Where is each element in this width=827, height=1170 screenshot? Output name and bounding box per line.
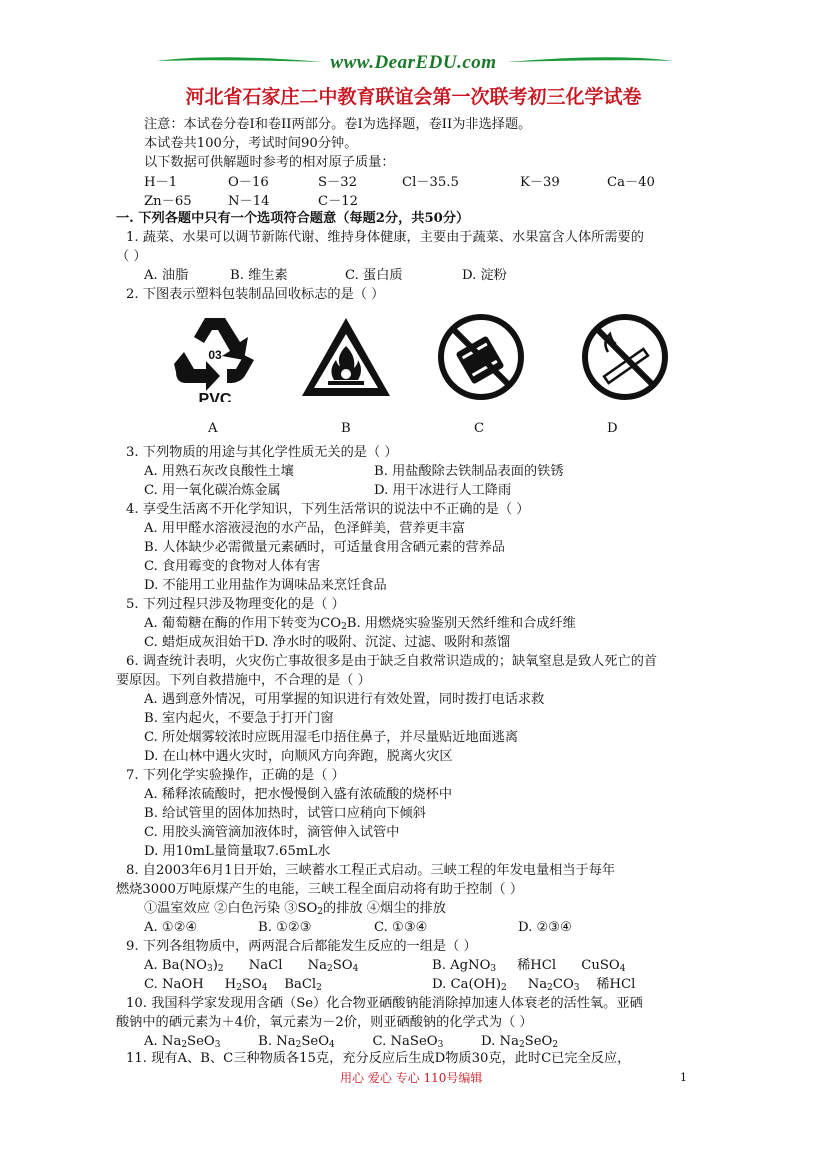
q8-option-b: B. ①②③ [258,920,312,935]
q6-option-a: A. 遇到意外情况，可用掌握的知识进行有效处置，同时拨打电话求救 [144,692,545,707]
q9-option-d: D. $Ca(OH)_2$ $Na_2CO_3$ 稀HCl [432,977,636,993]
q2-label-a: A [208,421,218,436]
intro-note-2: 本试卷共100分，考试时间90分钟。 [144,136,358,151]
q8-items: ①温室效应 ②白色污染 $③SO_2$的排放 ④烟尘的排放 [144,901,446,917]
svg-text:PVC: PVC [198,391,232,402]
mass-s: S－32 [318,175,358,190]
no-smoking-icon [580,312,670,402]
q10-stem-line2: 酸钠中的硒元素为＋4价，氧元素为－2价，则亚硒酸钠的化学式为（ ） [116,1015,533,1030]
q1-option-d: D. 淀粉 [462,268,507,283]
section-1-heading: 一. 下列各题中只有一个选项符合题意（每题2分，共50分） [116,211,470,226]
mass-cl: Cl－35.5 [402,175,459,190]
q4-option-b: B. 人体缺少必需微量元素硒时，可适量食用含硒元素的营养品 [144,540,505,555]
q8-option-c: C. ①③④ [374,920,428,935]
mass-c: C－12 [318,194,359,209]
recycle-03-pvc-icon [170,312,260,402]
q8-option-d: D. ②③④ [518,920,572,935]
mass-o: O－16 [228,175,269,190]
mass-h: H－1 [144,175,178,190]
q3-stem: 3. 下列物质的用途与其化学性质无关的是（ ） [126,445,398,460]
q7-option-b: B. 给试管里的固体加热时，试管口应稍向下倾斜 [144,806,426,821]
q7-option-c: C. 用胶头滴管滴加液体时，滴管伸入试管中 [144,825,400,840]
q2-label-d: D [607,421,618,436]
q2-label-b: B [341,421,351,436]
mass-k: K－39 [520,175,560,190]
q2-label-c: C [474,421,485,436]
q3-option-d: D. 用干冰进行人工降雨 [374,483,512,498]
q7-option-d: D. 用10mL量筒量取7.65mL水 [144,844,331,859]
q4-option-c: C. 食用霉变的食物对人体有害 [144,559,321,574]
q6-option-b: B. 室内起火，不要急于打开门窗 [144,711,334,726]
site-name: www.DearEDU.com [330,52,497,73]
q5-stem: 5. 下列过程只涉及物理变化的是（ ） [126,597,345,612]
intro-note-3: 以下数据可供解题时参考的相对原子质量： [144,155,395,170]
q7-option-a: A. 稀释浓硫酸时，把水慢慢倒入盛有浓硫酸的烧杯中 [144,787,453,802]
q1-option-a: A. 油脂 [144,268,189,283]
q6-option-c: C. 所处烟雾较浓时应既用湿毛巾捂住鼻子，并尽量贴近地面逃离 [144,730,519,745]
q3-option-b: B. 用盐酸除去铁制品表面的铁锈 [374,464,564,479]
q1-stem-line2: （ ） [116,249,147,264]
no-oil-drum-icon [436,312,526,402]
q9-option-c: C. NaOH $H_2SO_4$ BaCl$_2$ [144,977,322,993]
q5-options-cd: C. 蜡炬成灰泪始干D. 净水时的吸附、沉淀、过滤、吸附和蒸馏 [144,635,511,650]
intro-note-1: 注意：本试卷分卷I和卷II两部分。卷I为选择题，卷II为非选择题。 [144,117,532,132]
q8-stem-line2: 燃烧3000万吨原煤产生的电能，三峡工程全面启动将有助于控制（ ） [116,882,524,897]
q9-options-ab: A. $Ba(NO_3)_2$ NaCl $Na_2SO_4$ [144,958,359,974]
q9-stem: 9. 下列各组物质中，两两混合后都能发生反应的一组是（ ） [126,939,477,954]
q4-option-a: A. 用甲醛水溶液浸泡的水产品，色泽鲜美，营养更丰富 [144,521,466,536]
q9-option-b: B. AgNO$_3$ 稀HCl CuSO$_4$ [432,958,626,974]
q10-stem-line1: 10. 我国科学家发现用含硒（Se）化合物亚硒酸钠能消除掉加速人体衰老的活性氧。亚硒 [126,996,643,1011]
mass-ca: Ca－40 [607,175,655,190]
q4-option-d: D. 不能用工业用盐作为调味品来烹饪食品 [144,578,387,593]
page-number: 1 [680,1071,687,1084]
q3-option-c: C. 用一氧化碳冶炼金属 [144,483,281,498]
svg-text:03: 03 [208,348,222,362]
q2-stem: 2. 下图表示塑料包装制品回收标志的是（ ） [126,287,385,302]
q1-option-b: B. 维生素 [230,268,288,283]
q10-options: A. $Na_2SeO_3$ B. $Na_2SeO_4$ C. NaSeO$_3$ D. $Na_2SeO_2$ [144,1034,559,1050]
q5-options-ab: A. 葡萄糖在酶的作用下转变为$CO_2B$. 用燃烧实验鉴别天然纤维和合成纤维 [144,616,576,632]
q1-option-c: C. 蛋白质 [345,268,403,283]
q1-stem-line1: 1. 蔬菜、水果可以调节新陈代谢、维持身体健康，主要由于蔬菜、水果富含人体所需要的 [126,230,644,245]
q8-option-a: A. ①②④ [144,920,198,935]
q3-option-a: A. 用熟石灰改良酸性土壤 [144,464,294,479]
q4-stem: 4. 享受生活离不开化学知识，下列生活常识的说法中不正确的是（ ） [126,502,530,517]
q8-stem-line1: 8. 自2003年6月1日开始，三峡蓄水工程正式启动。三峡工程的年发电量相当于每年 [126,863,616,878]
mass-n: N－14 [228,194,270,209]
mass-zn: Zn－65 [144,194,192,209]
q11-stem: 11. 现有A、B、C三种物质各15克，充分反应后生成D物质30克，此时C已完全反应， [126,1051,631,1066]
q7-stem: 7. 下列化学实验操作，正确的是（ ） [126,768,345,783]
q6-stem-line2: 要原因。下列自救措施中，不合理的是（ ） [116,673,371,688]
footer-text: 用心 爱心 专心 110号编辑 [340,1071,483,1085]
q6-stem-line1: 6. 调查统计表明，火灾伤亡事故很多是由于缺乏自救常识造成的；缺氧窒息是致人死亡的首 [126,654,658,669]
q6-option-d: D. 在山林中遇火灾时，向顺风方向奔跑，脱离火灾区 [144,749,453,764]
flammable-warning-icon [298,312,388,402]
exam-title: 河北省石家庄二中教育联谊会第一次联考初三化学试卷 [185,86,642,108]
